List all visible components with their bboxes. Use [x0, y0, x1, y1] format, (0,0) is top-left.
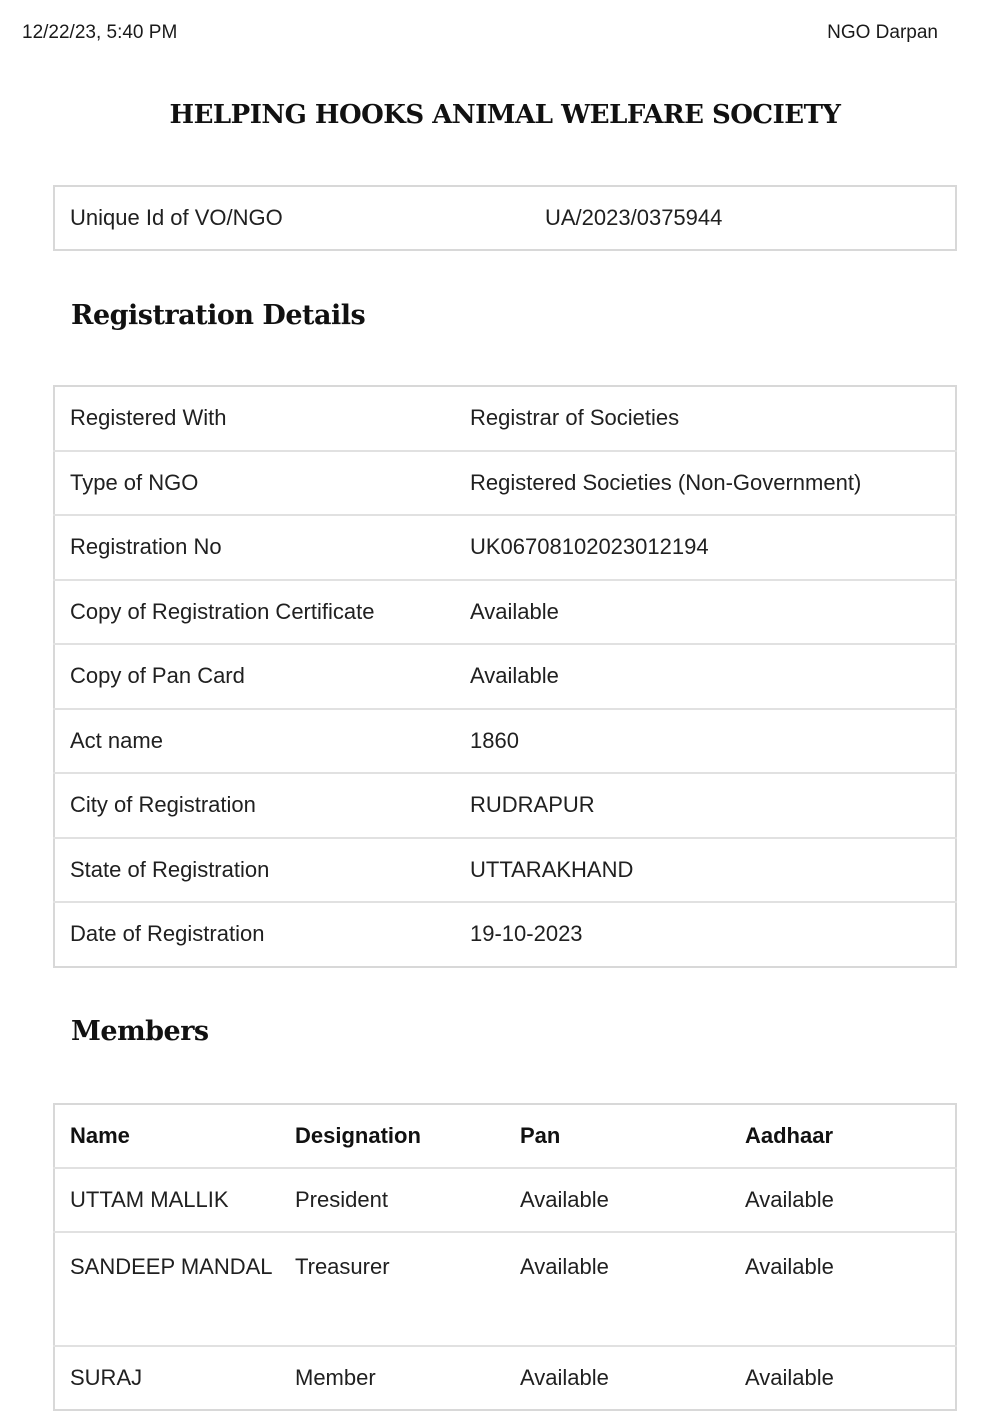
table-row: [54, 580, 956, 645]
table-row: [54, 386, 956, 451]
member-designation: Treasurer: [280, 1232, 505, 1346]
unique-id-row: [54, 186, 956, 250]
row-label: Copy of Pan Card: [54, 644, 455, 709]
table-row: [54, 773, 956, 838]
member-pan: Available: [520, 1365, 609, 1390]
unique-id-table: [53, 185, 957, 251]
table-row: [54, 451, 956, 516]
member-aadhaar: Available: [745, 1365, 834, 1390]
table-header-row: [54, 1104, 956, 1168]
unique-id-value: UA/2023/0375944: [545, 205, 723, 230]
member-pan: Available: [505, 1232, 730, 1346]
row-value: UTTARAKHAND: [455, 838, 956, 903]
column-header-designation: Designation: [280, 1104, 505, 1168]
row-value: 1860: [455, 709, 956, 774]
row-label: State of Registration: [54, 838, 455, 903]
table-row: [54, 1346, 956, 1410]
table-row: [54, 709, 956, 774]
registration-heading: Registration Details: [71, 300, 366, 331]
row-value: Registered Societies (Non-Government): [455, 451, 956, 516]
member-name: SANDEEP MANDAL: [54, 1232, 280, 1346]
row-value: Available: [455, 580, 956, 645]
row-label: Copy of Registration Certificate: [54, 580, 455, 645]
row-label: City of Registration: [54, 773, 455, 838]
print-header: [22, 22, 938, 44]
row-label: Registration No: [54, 515, 455, 580]
row-label: Date of Registration: [70, 921, 265, 947]
table-row: [54, 838, 956, 903]
row-value: 19-10-2023: [470, 921, 583, 947]
site-name: NGO Darpan: [827, 22, 938, 43]
unique-id-label: Unique Id of VO/NGO: [70, 205, 283, 230]
table-row: [54, 1232, 956, 1346]
row-value: UK06708102023012194: [455, 515, 956, 580]
table-row: [54, 1168, 956, 1232]
row-value: Available: [455, 644, 956, 709]
row-label: Act name: [54, 709, 455, 774]
member-designation: President: [280, 1168, 505, 1232]
table-row: [54, 644, 956, 709]
print-datetime: 12/22/23, 5:40 PM: [22, 22, 178, 43]
column-header-name: Name: [54, 1104, 280, 1168]
registration-table: [53, 385, 957, 968]
column-header-aadhaar: Aadhaar: [730, 1104, 956, 1168]
row-value: RUDRAPUR: [455, 773, 956, 838]
member-aadhaar: Available: [730, 1168, 956, 1232]
member-name: SURAJ: [70, 1365, 143, 1390]
member-designation: Member: [295, 1365, 376, 1390]
member-pan: Available: [505, 1168, 730, 1232]
row-label: Type of NGO: [54, 451, 455, 516]
org-title: HELPING HOOKS ANIMAL WELFARE SOCIETY: [169, 100, 841, 130]
row-label: Registered With: [54, 386, 455, 451]
table-row: [54, 515, 956, 580]
column-header-pan: Pan: [505, 1104, 730, 1168]
row-value: Registrar of Societies: [455, 386, 956, 451]
member-name: UTTAM MALLIK: [54, 1168, 280, 1232]
member-aadhaar: Available: [730, 1232, 956, 1346]
members-heading: Members: [71, 1016, 209, 1047]
table-row: [54, 902, 956, 967]
members-table: [53, 1103, 957, 1411]
